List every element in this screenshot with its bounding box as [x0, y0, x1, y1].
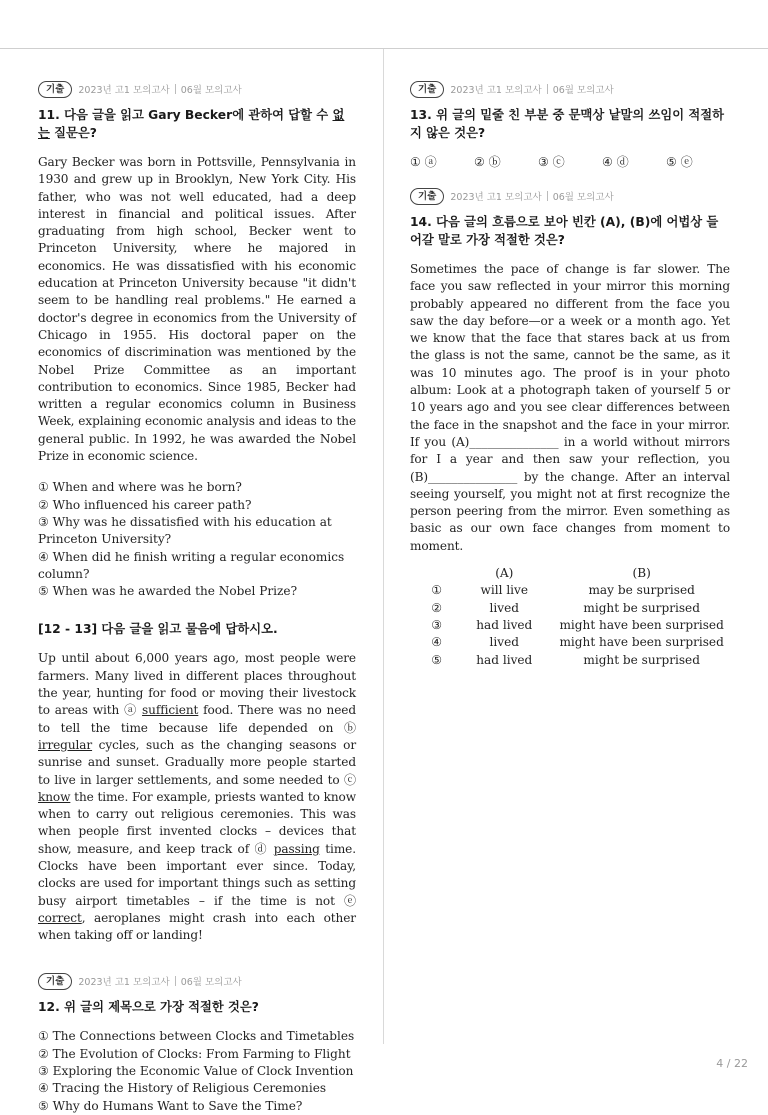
q12-meta: [38, 972, 356, 990]
underlined-word: know: [38, 789, 71, 804]
table-header-row: [418, 565, 730, 582]
page-number: 4 / 22: [716, 1057, 748, 1070]
meta-separator: [175, 84, 176, 94]
exam-tag: 기출: [38, 973, 72, 990]
underlined-word: irregular: [38, 737, 93, 752]
option: ⑤ When was he awarded the Nobel Prize?: [38, 584, 298, 599]
meta-separator: [547, 191, 548, 201]
exam-year: 2023년 고1 모의고사: [450, 192, 542, 203]
option: ④ When did he finish writing a regular economics column?: [38, 549, 345, 581]
underlined-word: passing: [273, 841, 320, 856]
q12-options: [38, 1028, 356, 1114]
exam-month: 06월 모의고사: [180, 977, 242, 989]
header-rule: [0, 48, 768, 49]
column-divider: [383, 49, 384, 1044]
table-row: ③ had lived might have been surprised: [431, 617, 724, 632]
option: ⑤ Why do Humans Want to Save the Time?: [38, 1098, 303, 1113]
q14-passage: Sometimes the pace of change is far slower. The face you saw reflected in your mirror this morning probably appeared no different from the face you saw the day before—or a week or a month ago. Yet we know that the face that stares back at us from the glass is not the same, cannot be the same, as it was 10 minutes ago. The proof is in your photo album: Look at a photograph taken of yourself 5 or 10 years ago and you see clear differences between the face in the snapshot and the face in your mirror. If you (A)_______________ in a world without mirrors for I a year and then saw your reflection, you (B)_______________ by the change. After an interval seeing yourself, you might not at first recognize the person peering from the mirror. Even something as basic as our own face changes from moment to moment.: [410, 262, 730, 553]
table-row: ② lived might be surprised: [431, 600, 700, 615]
exam-month: 06월 모의고사: [180, 85, 242, 96]
q13-meta: [410, 80, 730, 98]
option: ① The Connections between Clocks and Timetables: [38, 1029, 355, 1044]
underlined-word: correct: [38, 910, 82, 925]
exam-year: 2023년 고1 모의고사: [450, 85, 542, 96]
exam-year: 2023년 고1 모의고사: [78, 85, 170, 96]
q13-question: 13. 위 글의 밑줄 친 부분 중 문맥상 낱말의 쓰임이 적절하지 않은 것은?: [410, 108, 725, 140]
exam-month: 06월 모의고사: [552, 192, 614, 203]
table-row: ⑤ had lived might be surprised: [431, 652, 700, 667]
option: ③ Why was he dissatisfied with his education at Princeton University?: [38, 514, 332, 547]
set-instruction: [12 - 13] 다음 글을 읽고 물음에 답하시오.: [38, 622, 278, 637]
exam-year: 2023년 고1 모의고사: [78, 977, 170, 989]
meta-separator: [547, 84, 548, 94]
option: ② ⓑ: [474, 155, 501, 169]
exam-month: 06월 모의고사: [552, 85, 614, 96]
exam-tag: 기출: [410, 188, 444, 205]
q14-meta: [410, 187, 730, 205]
set12-13-passage: Up until about 6,000 years ago, most people were farmers. Many lived in different places throughout the year, hunting for food or moving their livestock to areas with ⓐ sufficient food. There was no need to tell the time because life depended on ⓑ irregular cycles, such as the changing seasons or sunrise and sunset. Gradually more people started to live in larger settlements, and some needed to ⓒ know the time. For example, priests wanted to know when to carry out religious ceremonies. This was when people first invented clocks – devices that show, measure, and keep track of ⓓ passing time. Clocks have been important ever since. Today, clocks are used for important things such as setting busy airport timetables – if the time is not ⓔ correct, aeroplanes might crash into each other when taking off or landing!: [38, 651, 356, 943]
right-column: [410, 80, 730, 669]
option: ⑤ ⓔ: [666, 155, 693, 169]
option: ③ Exploring the Economic Value of Clock Invention: [38, 1064, 354, 1079]
exam-tag: 기출: [410, 81, 444, 98]
q11-options: [38, 479, 356, 600]
left-column: [38, 80, 356, 1115]
column-header-b: (B): [632, 566, 651, 581]
option: ④ ⓓ: [602, 155, 629, 169]
q14-question: 14. 다음 글의 흐름으로 보아 빈칸 (A), (B)에 어법상 들어갈 말로 가장 적절한 것은?: [410, 215, 719, 247]
option: ① When and where was he born?: [38, 480, 242, 495]
option: ① ⓐ: [410, 155, 437, 169]
table-row: ① will live may be surprised: [431, 583, 695, 598]
option: ③ ⓒ: [538, 155, 565, 169]
option: ④ Tracing the History of Religious Ceremonies: [38, 1081, 327, 1096]
option: ② Who influenced his career path?: [38, 497, 252, 512]
q13-options: [410, 154, 730, 171]
table-row: ④ lived might have been surprised: [431, 635, 724, 650]
option: ② The Evolution of Clocks: From Farming to Flight: [38, 1046, 351, 1061]
underlined-word: sufficient: [142, 703, 199, 718]
q11-passage: Gary Becker was born in Pottsville, Pennsylvania in 1930 and grew up in Brooklyn, New York City. His father, who was not well educated, had a deep interest in financial and political issues. After graduating from high school, Becker went to Princeton University, where he majored in economics. He was dissatisfied with his economic education at Princeton University because "it didn't seem to be handling real problems." He earned a doctor's degree in economics from the University of Chicago in 1955. His doctoral paper on the economics of discrimination was mentioned by the Nobel Prize Committee as an important contribution to economics. Since 1985, Becker had written a regular economics column in Business Week, explaining economic analysis and ideas to the general public. In 1992, he was awarded the Nobel Prize in economic science.: [38, 155, 356, 464]
exam-tag: 기출: [38, 81, 72, 98]
q11-question: 11. 다음 글을 읽고 Gary Becker에 관하여 답할 수 없는 질문은?: [38, 108, 345, 140]
q11-meta: [38, 80, 356, 98]
q12-question: 12. 위 글의 제목으로 가장 적절한 것은?: [38, 1000, 259, 1015]
column-header-a: (A): [495, 566, 514, 581]
q14-answer-table: [418, 565, 730, 669]
meta-separator: [175, 976, 176, 986]
